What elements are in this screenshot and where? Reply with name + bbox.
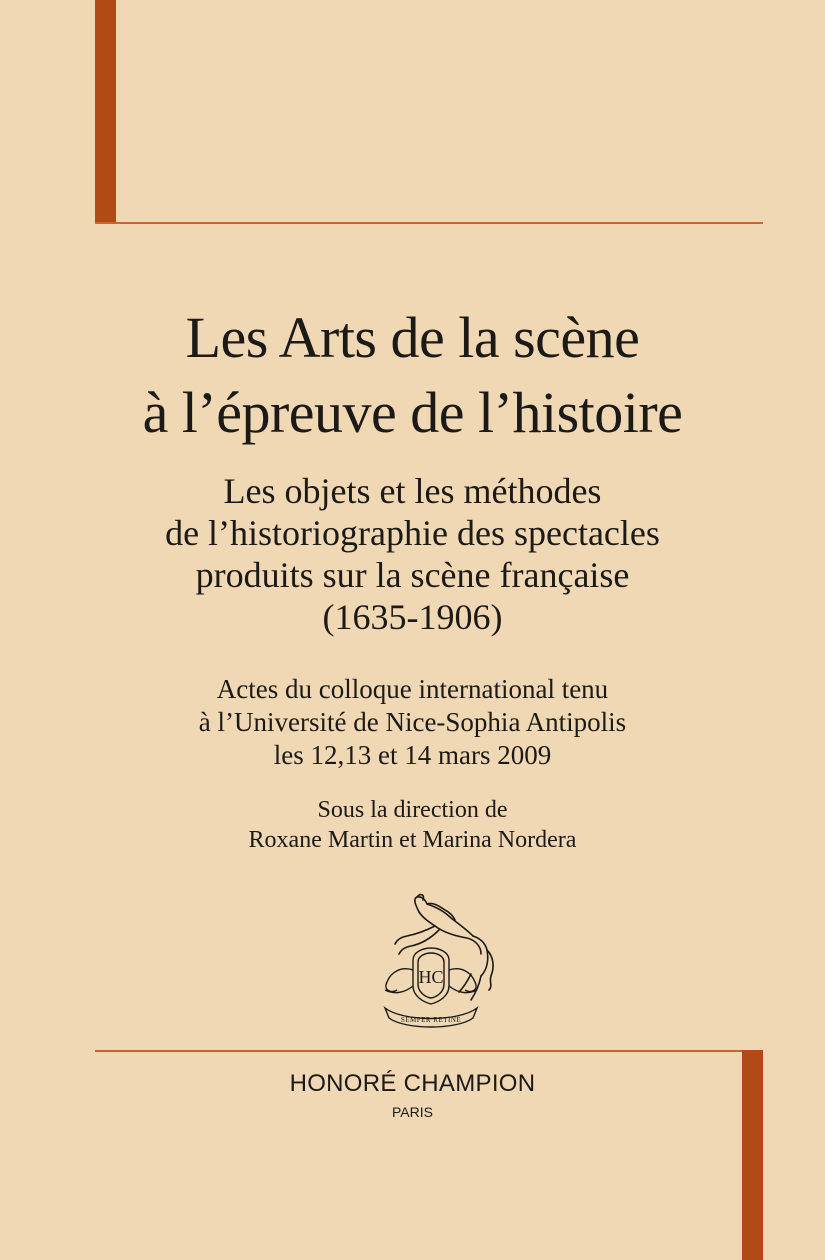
rearing-horse-crest-icon bbox=[363, 890, 498, 1040]
svg-text:HC: HC bbox=[418, 967, 444, 987]
publisher-city: PARIS bbox=[392, 1104, 433, 1120]
proceedings-line-1: Actes du colloque international tenu bbox=[216, 674, 609, 704]
subtitle-line-4: (1635-1906) bbox=[322, 597, 503, 637]
title-line-1: Les Arts de la scène bbox=[185, 305, 640, 370]
subtitle-line-3: produits sur la scène française bbox=[195, 555, 630, 595]
subtitle-line-2: de l’historiographie des spectacles bbox=[165, 513, 660, 553]
rule-top bbox=[95, 222, 763, 224]
accent-bar-top bbox=[95, 0, 116, 224]
publisher-name: HONORÉ CHAMPION bbox=[289, 1070, 536, 1097]
editors-line-1: Sous la direction de bbox=[317, 797, 508, 823]
book-title bbox=[0, 300, 825, 450]
proceedings-line-3: les 12,13 et 14 mars 2009 bbox=[273, 740, 552, 770]
proceedings-line-2: à l’Université de Nice-Sophia Antipolis bbox=[198, 707, 627, 737]
editors-line-2: Roxane Martin et Marina Nordera bbox=[248, 827, 577, 853]
svg-text:SEMPER RETINE: SEMPER RETINE bbox=[400, 1016, 462, 1024]
subtitle-line-1: Les objets et les méthodes bbox=[223, 471, 602, 511]
book-subtitle bbox=[0, 470, 825, 638]
title-line-2: à l’épreuve de l’histoire bbox=[142, 380, 683, 445]
rule-bottom bbox=[95, 1050, 763, 1052]
editors-block bbox=[0, 795, 825, 855]
proceedings-note bbox=[0, 673, 825, 772]
